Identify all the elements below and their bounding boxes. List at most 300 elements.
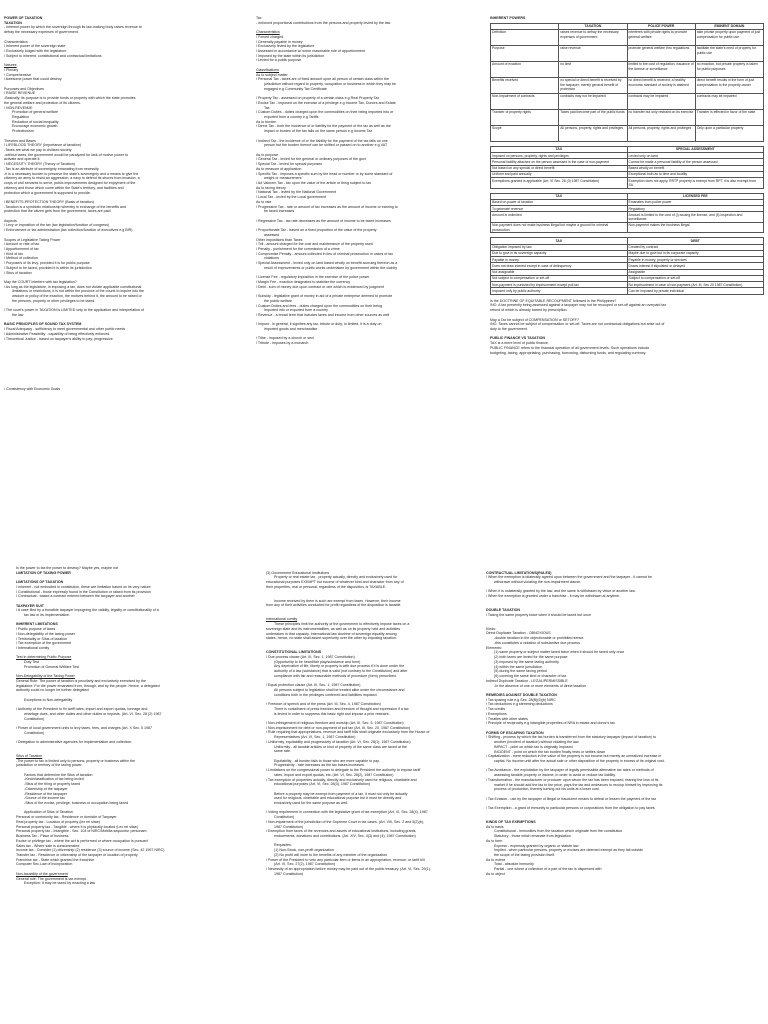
text-line: Promotion of general welfare: [12, 110, 58, 115]
text-line: REMEDIES AGAINST DOUBLE TAXATION: [486, 692, 557, 697]
text-line: / Regressive Tax - tax rate decreases as the amount of income to be taxed increases: [256, 218, 391, 223]
text-line: Kinds:: [486, 626, 496, 631]
text-line: Scopes of Legislative Taxing Power: [4, 237, 61, 242]
text-line: assessed: [264, 232, 280, 237]
text-line: tax law or its implementation: [24, 613, 70, 618]
text-line: educational purposes EXEMPT but income of whatever kind and character from any of: [266, 580, 404, 585]
table-cell: Due to govt in its sovereign capacity: [491, 250, 628, 256]
text-line: Sales tax - Where sale is consummated: [16, 843, 80, 848]
text-line: General Rule: The power of taxation is peculiarly and exclusively exercised by the: [16, 678, 146, 683]
text-line: -double taxation in the objectionable or prohibited sense.: [494, 636, 585, 641]
text-line: authority could no longer be further delegated.: [16, 688, 90, 693]
text-line: FORMS OF ESCAPING TAXATION: [486, 730, 544, 735]
table-row: [491, 212, 764, 223]
text-line: Classifications: [256, 67, 279, 72]
text-line: / Generally payable in money: [256, 39, 303, 44]
text-line: Partial - one where a collection of a part of the tax is dispensed with: [494, 867, 602, 872]
text-line: Business Tax - Place of business: [16, 834, 69, 839]
text-line: / NECESSITY THEORY (Theory of Taxation): [4, 162, 75, 167]
text-line: / Assessed in accordance w/ some reasonable rule of apportionment: [256, 49, 365, 53]
text-line: / Administrative Feasibility - capability of being effectively enforced.: [4, 331, 111, 336]
table-cell: Non-payment makes the business illegal.: [627, 222, 764, 233]
text-line: / Subsidy - legislative grant of money in aid of a private enterprise deemed to promote: [256, 294, 393, 299]
text-line: / Tax deductions e.g stemming deductions: [486, 702, 553, 707]
table-row: [491, 178, 764, 189]
text-line: their properties, real or personal, regardless of the disposition, is TAXABLE.: [266, 584, 387, 589]
text-line: imported into or exported from a country: [264, 308, 328, 313]
text-line: Theories and Bases: [4, 138, 36, 143]
table-cell: Exemption does not apply. RRTP property is exempt from RPT, it is also exempt from SA.: [627, 178, 764, 189]
text-line: Purposes and Objectives: [4, 86, 44, 91]
text-line: / Ad Valorem Tax - tax upon the value of the article or thing subject to tax: [256, 181, 372, 185]
text-line: budgeting, taxing, appropriating, purchasing, borrowing, disbursing funds, and regulating currency.: [490, 350, 647, 355]
text-line: Factors that determine the Situs of taxation: [24, 772, 93, 777]
table-cell: Exemptions granted is applicable (Art. VI Sec. 28 (3) 1987 Constitution): [491, 178, 628, 189]
table-cell: Only upon a particular property: [695, 125, 763, 141]
text-line: Income received by them is such are exempt from taxes. However, their income: [274, 598, 401, 603]
text-line: All persons subject to legislation shall be treated alike under the circumstance and: [274, 687, 405, 692]
text-line: / Transformation - the manufacturer or producer upon whom the tax has been imposed, fearing the loss of its: [486, 777, 659, 782]
text-line: May a Tax be subject of COMPENSATION or SETOFF?: [490, 317, 579, 322]
text-line: -Basically, its purpose is to provide funds or property with which the state promotes: [4, 96, 136, 101]
text-line: / Power of the President to veto any particular item or items in an appropriation, revenue, or tariff bill.: [266, 857, 426, 862]
text-line: (5) during the same taxing period: [494, 669, 547, 674]
table-cell: Non-impairment of contracts: [491, 93, 559, 109]
table-cell: direct benefit results in the form of just compensation to the property owner: [695, 77, 763, 93]
text-line: from any of their activities conducted for profit regardless of the disposition is taxable.: [266, 603, 402, 608]
text-line: / Exclusively levied by the legislature: [256, 44, 315, 49]
text-line: result of improvements or public works undertaken by government within the vicinity: [264, 265, 398, 270]
text-line: / Authority of the President to fix tariff rates, import and export quotas, tonnage and: [16, 707, 148, 712]
text-line: LIMITATION OF TAXING POWER: [16, 570, 71, 575]
text-line: Elements:: [486, 645, 502, 650]
text-line: undertaken in that capacity. International law doctrine of sovereign equality among: [266, 631, 397, 636]
text-line: / Capitalization - mere reduction in the value of the property is not income but merely an unrealized increase in: [486, 754, 662, 759]
table-row: [491, 61, 764, 77]
text-line: / The court's power in TAXATION is LIMITED only to the application and interpretation of: [4, 308, 145, 313]
panel-limitations-of-taxing-power: [16, 566, 262, 1022]
text-line: Other Impositions than Taxes: [256, 237, 303, 242]
table-tax-vs-special-assessment: [490, 146, 764, 189]
text-line: / Tax exemption of the government: [16, 641, 72, 646]
text-line: violations: [264, 256, 279, 261]
column-header: TAX: [491, 146, 628, 152]
text-line: Before a property may be exempt from payment of a tax, it must not only be actually: [274, 791, 408, 796]
text-line: Is the power to tax the power to destroy? Maybe yes, maybe not: [16, 566, 119, 570]
text-line: Express - expressly granted by organic or statute law: [494, 843, 579, 848]
text-line: As to extent: [486, 857, 505, 862]
text-line: (Opportunity to be heard/fair play/substance and form): [274, 659, 361, 664]
text-line: CONTRACTUAL LIMITATIONS(RULES): [486, 570, 552, 575]
text-line: / Margin Fee - exaction designated to stabilize the currency: [256, 280, 351, 284]
text-line: There is curtailment of press freedom and freedom of thought and expression if a tax: [274, 706, 409, 711]
table-cell: Uniform and paid annually: [491, 171, 628, 177]
text-line: Constitution): [24, 716, 45, 721]
table-cell: Personal liability attaches on the person assessed in the case of non-payment: [491, 159, 628, 165]
table-cell: Exceptional both as to time and locality: [627, 171, 764, 177]
text-line: refund of which is already barred by prescription.: [490, 308, 568, 313]
text-line: / Apportionment of tax: [4, 247, 39, 251]
table-row: [491, 29, 764, 45]
text-line: rates, import and export quotas, etc. (Art. VI, Sec. 28(2), 1987 Constitution): [274, 772, 394, 777]
text-line: person but the burden thereof can be shifted or passed on to another e.g VAT: [264, 143, 388, 148]
text-line: 1987 Constitution): [274, 824, 304, 829]
text-line: / BENEFITS-PROTECTION THEORY (Basis of taxation): [4, 199, 94, 204]
table-cell: contracts may be impaired: [695, 93, 763, 109]
text-line: (2) No profit will inure to the benefits of any member of the organization: [274, 852, 388, 857]
text-line: citizenry an army to resist an aggression, a navy to defend its shores from invasion, a: [4, 176, 140, 181]
table-cell: Created by contract: [627, 244, 764, 250]
column-header: TAX: [491, 193, 628, 199]
text-line: / Special Tax - levied for special purposes: [256, 162, 323, 167]
text-line: / Kind of tax: [4, 251, 23, 256]
text-line: / Exemption from taxes of the revenues and assets of educational institutions, including grants,: [266, 829, 417, 834]
panel-constitutional-limitations: [266, 566, 484, 1022]
text-line: As to taxing theory: [256, 185, 286, 190]
table-cell: take private property upon payment of just compensation for public use: [695, 29, 763, 45]
text-line: / Tax credits: [486, 707, 506, 712]
table-row: [491, 45, 764, 61]
text-line: / Power of local government units to levy taxes, fees, and charges (Art. X Sec. 5 1987: [16, 725, 153, 730]
column-header: DEBT: [627, 238, 764, 244]
text-line: Personal property tax - Tangible - where it is physically located (Lex rei sitae): [16, 824, 138, 829]
text-line: Application of Situs of Taxation: [24, 810, 73, 815]
table-tax-vs-license-fee: [490, 193, 764, 234]
column-header: POLICE POWER: [627, 23, 695, 29]
text-line: -Residence of the taxpayer: [24, 791, 67, 796]
column-header: EMINENT DOMAIN: [695, 23, 763, 29]
table-cell: Based wholly on benefit: [627, 165, 764, 171]
column-header: LICENSED FEE: [627, 193, 764, 199]
text-line: / Direct Tax - both the incidence of or liability for the payment of the tax as well as the: [256, 124, 391, 129]
text-line: / As long as the legislature, in imposing a tax, does not violate applicable constitutional: [4, 284, 142, 289]
text-line: Progressivity - rate increases as the tax bases increases: [274, 763, 364, 768]
text-line: INHERENT LIMITATIONS: [16, 622, 58, 627]
text-line: / NON-REVENUE: [4, 105, 33, 110]
table-cell: Subject to compensation or set-off: [627, 275, 764, 281]
text-line: Constitution): [24, 730, 45, 735]
text-line: Personal property tax - Intangible - Sec. 104 of NIRC/Mobilia sequuntur personam: [16, 829, 147, 834]
table-cell: All persons, property, rights and privileges: [627, 125, 695, 141]
text-line: / Indirect Tax - the incidence of or the liability for the payment of the tax falls on one: [256, 138, 388, 143]
table-cell: raises revenue to defray the necessary expenses of government: [559, 29, 627, 45]
table-cell: Scope: [491, 125, 559, 141]
text-line: (6) covering the same kind or character of tax: [494, 674, 567, 679]
table-cell: no exaction, but private property is taken for public purposes: [695, 61, 763, 77]
text-line: Real property tax - Location of property (lex rei sitae): [16, 819, 100, 824]
text-line: / RAISE REVENUE: [4, 91, 36, 96]
text-line: / Principle of reciprocity e.g intangible properties of NRA in estate and donor's tax: [486, 721, 615, 726]
text-line: IMPACT - point on which tax is originally imposed: [494, 744, 573, 749]
text-line: Statutory - those which emanate from legislation: [494, 834, 571, 839]
text-line: / Limitations on the congressional power to delegate to the President the authority to impose tariff: [266, 768, 421, 773]
table-cell: raise revenue: [559, 45, 627, 61]
text-line: Income tax - Consider (1) citizenship (2) residence (3) source of income (Sec. 42 1997 NIRC): [16, 848, 165, 853]
text-line: activate and operate it.: [4, 157, 41, 162]
text-line: Uniformity - all taxable articles or kind of property of the same class are taxed at the: [274, 744, 407, 749]
text-line: Regulation: [12, 115, 30, 119]
text-line: TAX is a mere level of public finance.: [490, 341, 549, 346]
text-line: / General Tax - levied for the general or ordinary purposes of the govt: [256, 157, 366, 162]
text-line: - inherent power by which the sovereign through its law-making body raises revenue to: [4, 25, 142, 30]
text-line: / When it is unilaterally granted by the law, and the same is withdrawn by virtue of another law.: [486, 589, 636, 594]
text-line: Encourage economic growth: [12, 124, 58, 129]
table-cell: facilitate the state's need of property for public use: [695, 45, 763, 61]
text-line: -Tax is an attribute of sovereignty emanating from necessity.: [4, 166, 100, 171]
text-line: / Progressive Tax - rate or amount of tax increases as the amount of income or earning to: [256, 204, 398, 209]
text-line: capital. No income until after the actual sale or other disposition of the property in excess of its original cost.: [494, 758, 665, 763]
table-cell: contracts may not be impaired: [559, 93, 627, 109]
text-line: / When the exemption is bilaterally agreed upon between the government and the taxpayer - it cannot be: [486, 575, 653, 580]
text-line: exclusively used for the same purpose as well.: [274, 801, 349, 806]
text-line: / Special Assessment - levied only on land based wholly on benefit accruing thereon as a: [256, 261, 398, 266]
text-line: / Fiscal Adequacy - sufficiency to meet governmental and other public needs: [4, 327, 126, 332]
table-cell: Amount is unlimited: [491, 212, 628, 223]
text-line: Non-taxability of the government: [16, 871, 68, 876]
text-line: TAXATION: [4, 20, 22, 25]
text-line: process of production, thereby turning out his units at a lower cost.: [494, 787, 600, 792]
text-line: Exception: It may be taxed by enacting a law: [24, 881, 96, 886]
text-line: Computer Sec.Law of incorporation: [16, 862, 73, 867]
text-line: / Local Tax - levied by the Local government: [256, 195, 327, 200]
text-line: educational purposes (Art. VI, Sec. 28(3), 1987 Constitution): [274, 782, 371, 787]
panel-contractual-limitations: [486, 566, 756, 1022]
text-line: endowments, donations and contributions. (Art. XIV, Sec. 4(3) and (4), 1987 Constitution): [274, 834, 416, 839]
text-line: / Purpose/s of its levy, provided it is for public purpose: [4, 261, 90, 266]
table-cell: promote general welfare thru regulations: [627, 45, 695, 61]
table-cell: Taxes paid become part of the public funds: [559, 109, 627, 125]
text-line: / Tax Avoidance - the exploitation by the taxpayer of legally permissible alternative tax rates or methods of: [486, 768, 654, 773]
text-line: / Excise Tax - imposed on the exercise of a privilege e.g Income Tax, Donors and Estate: [256, 100, 396, 105]
text-line: / Tax Evasion - use by the taxpayer of illegal or fraudulent means to defeat or lessen the payment of the tax: [486, 796, 657, 801]
table-row: [491, 125, 764, 141]
table-cell: interferes with private rights to promote general welfare: [627, 29, 695, 45]
panel-power-of-taxation: [4, 16, 250, 562]
text-line: / Amount or rate of tax: [4, 242, 40, 247]
text-line: Characteristics: [256, 30, 280, 35]
text-line: Is the DOCTRINE OF EQUITABLE RECOUPMENT followed in the Philippines?: [490, 298, 617, 303]
table-row: [491, 77, 764, 93]
text-line: As to subject matter: [256, 72, 288, 77]
text-line: As to form: [486, 838, 503, 843]
table-cell: no special or direct benefit is received by the taxpayer; merely general benefit of protection: [559, 77, 627, 93]
text-line: / Personal Tax - taxes are of fixed amount upon all person of certain class within the: [256, 77, 389, 82]
table-cell: Definition: [491, 29, 559, 45]
text-line: (Art. VI, Sec. 27(2), 1987 Constitution): [274, 862, 335, 867]
text-line: -without taxes, the government would be paralyzed for lack of motive power to: [4, 152, 129, 157]
table-cell: Amount is limited to the cost of (i) issuing the license, and (ii) inspection and surveillance.: [627, 212, 764, 223]
text-line: (1) same property or subject matter taxed twice when it should be taxed only once: [494, 650, 625, 655]
table-cell: Can be imposed by private individual: [627, 288, 764, 294]
text-line: As to measure of application: [256, 166, 302, 171]
text-line: Test in determining Public Purpose: [16, 655, 72, 660]
text-line: Tax: [264, 105, 270, 110]
text-line: -Source of the income tax: [24, 796, 65, 801]
text-line: engaged e.g Community Tax Certificate: [264, 86, 327, 91]
text-line: Constitutional - immunities from the taxation which originate from the constitution: [494, 829, 623, 834]
text-line: / Non-imprisonment for debt or non-payment of poll tax (Art. III, Sec. 20, 1987 Constitution): [266, 725, 411, 730]
text-line: Protectionism: [12, 129, 34, 134]
text-line: -Kind/classification of tax being levied: [24, 777, 84, 782]
text-line: (3) imposed by the same taxing authority: [494, 659, 559, 664]
text-line: / Levied for a public purpose: [256, 58, 302, 63]
text-line: authority of a law (substance) that is valid (not contrary to the Constitution) and after: [274, 669, 408, 674]
text-line: / Comprehensive: [4, 72, 32, 77]
text-line: wisdom or policy of the exaction, the motives behind it, the amount to be raised or: [12, 294, 142, 299]
text-line: citizenry and those which come within the State's territory, and facilities and: [4, 185, 124, 190]
table-cell: Emanates from police power: [627, 199, 764, 205]
text-line: used for religious, charitable and educational purpose but it must be directly and: [274, 796, 402, 801]
text-line: Franchise tax - State which granted the franchise: [16, 857, 95, 862]
text-line: another (incident of taxation) without violating the law.: [494, 740, 580, 745]
text-line: market if he should add the tax to the price, pays the tax and endeavors to recoup himself by improving its: [494, 782, 663, 787]
table-cell: Benefits received: [491, 77, 559, 93]
text-line: As to purpose: [256, 152, 279, 157]
text-line: / Revenue - a broad term that includes taxes and income from other sources as well: [256, 313, 390, 317]
text-line: / Forced charged: [256, 34, 284, 39]
text-line: jurisdiction or territory of the taxing power.: [16, 763, 83, 768]
text-line: / Levy or imposition of the tax (tax legislation/function of congress): [4, 223, 110, 228]
text-line: 1987 Constitution): [274, 871, 304, 876]
text-line: Any deprivation of life, liberty or property is with due process if it is done under the: [274, 664, 405, 669]
text-line: Constitution): [274, 815, 295, 820]
text-line: / Proportionate Tax - based on a fixed proportion of the value of the property: [256, 228, 377, 233]
table-cell: no limit: [559, 61, 627, 77]
table-cell: no transfer but only restraint on its exercise: [627, 109, 695, 125]
column-header: SPECIAL ASSESSMENT: [627, 146, 764, 152]
text-line: / Constitutional - those expressly found in the Constitution or raised from its provision: [16, 589, 151, 594]
text-line: / Shifting - process by which the tax burden is transferred from the statutory taxpayer (impact of taxation) to: [486, 735, 656, 740]
text-line: the law: [12, 313, 24, 317]
text-line: / Situs of taxation: [4, 270, 32, 275]
table-inherent-powers: [490, 23, 764, 142]
table-cell: Imposed only by public authority: [491, 288, 628, 294]
text-line: defray the necessary expenses of government.: [4, 30, 79, 35]
text-line: / Exclusively lodged with the legislature: [4, 49, 67, 53]
table-cell: contracts may be impaired: [627, 93, 695, 109]
text-line: / Awesome power that could destroy: [4, 77, 62, 82]
table-cell: Levied only on land: [627, 153, 764, 159]
text-line: / Tribute - imposes by a monarch: [256, 341, 309, 346]
text-line: -Situs of the excise, privilege, business or occupation being taxed: [24, 801, 129, 806]
text-line: (2) both taxes are levied for the same purpose: [494, 655, 568, 660]
text-line: is levied in order to suppress this basic right and impose a prior restraint.: [274, 711, 390, 716]
text-line: / Rule requiring that appropriations, revenue and tariff bills shall originate exclusively from the House of: [266, 730, 430, 735]
text-line: / Delegation to administrative agencies for implementation and collection.: [16, 739, 133, 744]
text-line: / National Tax - levied by the National Government: [256, 190, 337, 195]
text-line: / Necessity of an appropriation before money may be paid out of the public treasury. (Art. VI, Sec. 29(1),: [266, 867, 431, 872]
text-line: POWER OF TAXATION: [4, 16, 43, 20]
text-line: weight or measurement: [264, 176, 302, 181]
table-cell: Based on power of taxation: [491, 199, 628, 205]
text-line: corps of civil servants to serve, public improvements designed for enjoyment of the: [4, 181, 136, 186]
text-line: limitations or restrictions, it is not within the province of the courts to inquire into the: [12, 289, 145, 294]
table-cell: Purpose: [491, 45, 559, 61]
text-line: / Contractual - based a contract entered between the taxpayer and another: [16, 594, 135, 599]
text-line: / Tax Exemption - a grant of immunity to particular persons or corporations from the obligation to pay taxes: [486, 805, 655, 810]
text-line: / Subject to inherent, constitutional and contractual limitations: [4, 53, 102, 58]
text-line: PUBLIC FINANCE refers to the financial operation of all government levels. Such operations include: [490, 345, 650, 350]
text-line: -In the absence of one or more elements of direct taxation: [494, 683, 587, 688]
panel-tax-classifications: [256, 16, 488, 562]
text-line: / A case filed by a bonafide taxpayer impugning the validity, legality or constitutionality of a: [16, 608, 159, 613]
text-line: (1) Non-Stock, non-profit organization: [274, 848, 334, 853]
text-line: Situs of Taxation: [16, 753, 43, 758]
text-line: - enforced proportional contributions from the persons and property levied by the law: [256, 20, 391, 25]
text-line: These principles limit the authority of the government to effectively impose taxes on a: [274, 622, 410, 627]
table-cell: Amount of exaction: [491, 61, 559, 77]
text-line: -this constitutes a violation of substantive due process: [494, 640, 580, 645]
text-line: / Plenary: [4, 67, 19, 72]
text-line: the general welfare and protection of its citizens.: [4, 100, 81, 105]
column-header: TAX: [491, 238, 628, 244]
text-line: the persons, property or other privileges to be taxed.: [12, 298, 96, 303]
text-line: / Custom Duties and fees - duties charged upon the commodities on their being: [256, 303, 383, 308]
text-line: -Taxation is a symbiotic relationship whereby in exchange of the benefits and: [4, 204, 127, 209]
table-cell: Payable in money, property or services: [627, 257, 764, 263]
table-cell: Obligation imposed by law: [491, 244, 628, 250]
text-line: / Inherent power of the sovereign state: [4, 44, 66, 49]
table-cell: Does not draw interest except in case of delinquency: [491, 263, 628, 269]
text-line: Implied - when particular persons, property or excises are deemed exempt as they fall outside: [494, 848, 644, 853]
text-line: / Public purpose of taxes: [16, 627, 56, 632]
text-line: protection that the citizen gets from the government, taxes are paid.: [4, 209, 112, 214]
text-line: PUBLIC FINANCE VS TAXATION: [490, 336, 545, 341]
table-cell: no direct benefit is received; a healthy economic standard of society is attained: [627, 77, 695, 93]
text-line: Characteristics: [4, 39, 28, 44]
table-cell: Not based on any special or direct benefit: [491, 165, 628, 171]
text-line: Non-Delegability of the Taxing Power: [16, 674, 75, 679]
text-line: International comity: [266, 617, 298, 622]
text-line: (3) Government Educational Institutions: [266, 570, 330, 575]
text-line: / Toll - amount charged for the cost and maintenance of the property used: [256, 242, 373, 247]
text-line: protection which a government is supposed to provide.: [4, 190, 91, 195]
text-line: / Tax exemption of properties actually, directly and exclusively used for religious, charitable and: [266, 777, 417, 782]
table-row: [491, 288, 764, 294]
text-line: / Non-impairment of the jurisdiction of the Supreme Court in tax cases. (Art. VIII, Sec. 2 and 5(2)(b),: [266, 819, 424, 824]
text-line: As to burden: [256, 119, 277, 124]
text-line: /NO. A tax presently being assessed against a taxpayer may not be recouped or set-off against an overpaid tax: [490, 303, 667, 308]
text-line: Representatives (Art. VI, Sec. 1, 1987 Constitution): [274, 735, 356, 740]
text-line: Property or real estate tax - property actually, directly and exclusively used for: [274, 575, 398, 580]
text-line: Aspects: [4, 218, 17, 223]
text-line: Requisites:: [274, 843, 292, 848]
text-line: / Voting requirement in connection with the legislative grant of tax exemption (Art. VI, Sec. 28(4), 1987: [266, 810, 428, 815]
text-line: sovereign state and its instrumentalities, as well as on its property held and activities: [266, 626, 401, 631]
text-line: Tax: [256, 16, 262, 20]
text-line: Personal or community tax - Residence or domicile of Taxpayer: [16, 815, 117, 820]
text-line: / Inherent - not embodied in constitution, these are limitation based on its very nature: [16, 584, 151, 589]
text-line: / Property Tax - assessed on property of a certain class e.g Real Property Tax: [256, 96, 380, 101]
text-line: / Specific Tax - imposes a specific sum by the head or number or by some standard of: [256, 171, 393, 176]
table-cell: All persons, property, rights and privileges: [559, 125, 627, 141]
text-line: exported from a country e.g Tariffs: [264, 115, 319, 119]
table-cell: Not subject to compensation or set-off: [491, 275, 628, 281]
text-line: compliance with fair and reasonable methods of procedure (form) prescribed.: [274, 673, 397, 678]
text-line: / Imposed by the state within its jurisdiction: [256, 53, 325, 58]
table-cell: limited to the cost of regulation, issuance of the license or surveillance: [627, 61, 695, 77]
text-line: / Custom Duties - duties charged upon the commodities on their being imported into or: [256, 110, 394, 115]
table-cell: Assignable: [627, 269, 764, 275]
text-line: Total - absolute immunity: [494, 862, 534, 867]
text-line: -The power to tax is limited only to persons, property or business within the: [16, 758, 136, 763]
text-line: Equitability - all burden falls to those who are more capable to pay.: [274, 758, 380, 763]
text-line: INHERENT POWERS: [490, 16, 526, 20]
text-line: As to object: [486, 871, 505, 876]
text-line: impact or burden of the tax falls on the same person e.g Income Tax: [264, 129, 373, 134]
text-line: CONSTITUTIONAL LIMITATIONS: [266, 650, 322, 655]
text-line: Transfer tax - Residence or citizenship of the taxpayer or location of property: [16, 852, 138, 857]
